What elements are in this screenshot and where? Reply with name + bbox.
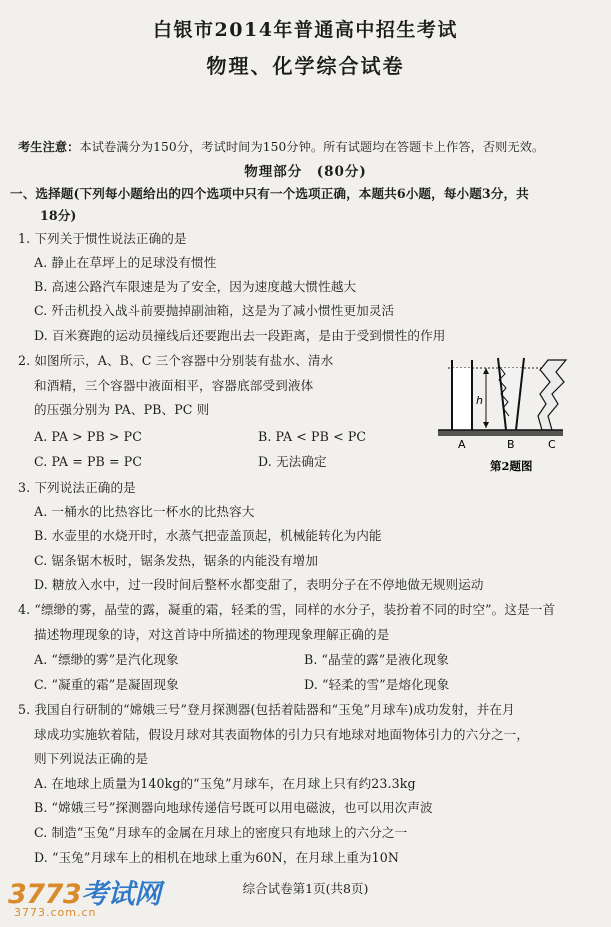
question-5-stem-line3: 则下列说法正确的是 (34, 751, 149, 766)
figure-label-c: C (548, 438, 556, 451)
question-5-stem-line2: 球成功实施软着陆，假设月球对其表面物体的引力只有地球对地面物体引力的六分之一， (34, 727, 530, 742)
question-3-option-b: B. 水壶里的水烧开时，水蒸气把壶盖顶起，机械能转化为内能 (34, 528, 382, 543)
question-5-option-b: B. “嫦娥三号”探测器向地球传递信号既可以用电磁波，也可以用次声波 (34, 800, 433, 815)
question-1-option-d: D. 百米赛跑的运动员撞线后还要跑出去一段距离，是由于受到惯性的作用 (34, 328, 446, 343)
question-2-option-a: A. PA > PB > PC (34, 429, 142, 444)
question-4-stem-line1: 4. “缥缈的雾，晶莹的露，凝重的霜，轻柔的雪，同样的水分子，装扮着不同的时空”。这是一首 (18, 602, 556, 617)
question-2-option-d: D. 无法确定 (258, 454, 327, 469)
question-5-option-d: D. “玉兔”月球车上的相机在地球上重为60N，在月球上重为10N (34, 850, 399, 865)
figure-label-h: h (476, 394, 483, 407)
exam-title: 白银市2014年普通高中招生考试 (153, 19, 458, 41)
question-3-option-a: A. 一桶水的比热容比一杯水的比热容大 (34, 504, 255, 519)
question-3-option-c: C. 锯条锯木板时，锯条发热，锯条的内能没有增加 (34, 553, 319, 568)
exam-subtitle: 物理、化学综合试卷 (206, 54, 405, 78)
question-4-stem-line2: 描述物理现象的诗，对这首诗中所描述的物理现象理解正确的是 (34, 627, 390, 642)
question-4-option-a: A. “缥缈的雾”是汽化现象 (34, 652, 179, 667)
section-instructions-line1: 一、选择题(下列每小题给出的四个选项中只有一个选项正确，本题共6小题，每小题3分，共 (10, 186, 529, 201)
question-4-option-d: D. “轻柔的雪”是熔化现象 (304, 677, 450, 692)
question-2-option-b: B. PA < PB < PC (258, 429, 367, 444)
candidate-notice (18, 139, 544, 155)
question-2-option-c: C. PA = PB = PC (34, 454, 143, 469)
question-2-stem-line2: 和酒精，三个容器中液面相平，容器底部受到液体 (34, 378, 314, 393)
question-1-stem: 1. 下列关于惯性说法正确的是 (18, 231, 187, 246)
question-1-option-b: B. 高速公路汽车限速是为了安全，因为速度越大惯性越大 (34, 279, 357, 294)
watermark-logo-cn: 考试网 (81, 879, 161, 910)
question-4-option-b: B. “晶莹的露”是液化现象 (304, 652, 449, 667)
notice-label: 考生注意： (18, 140, 80, 154)
section-title: 物理部分 (80分) (244, 164, 367, 180)
figure-label-a: A (458, 438, 466, 451)
question-2-figure (428, 350, 578, 475)
page-footer: 综合试卷第1页(共8页) (242, 881, 369, 896)
question-3-stem: 3. 下列说法正确的是 (18, 480, 136, 495)
question-1-option-c: C. 歼击机投入战斗前要抛掉副油箱，这是为了减小惯性更加灵活 (34, 303, 395, 318)
question-1-option-a: A. 静止在草坪上的足球没有惯性 (34, 255, 217, 270)
question-5-option-c: C. 制造“玉兔”月球车的金属在月球上的密度只有地球上的六分之一 (34, 825, 408, 840)
section-instructions-line2: 18分) (40, 208, 77, 223)
question-3-option-d: D. 糖放入水中，过一段时间后整杯水都变甜了，表明分子在不停地做无规则运动 (34, 577, 484, 592)
watermark-logo-num: 3773 (8, 879, 82, 910)
watermark-url: 3773.com.cn (14, 906, 97, 919)
question-2-stem-line3: 的压强分别为 PA、PB、PC 则 (34, 402, 210, 417)
question-5-stem-line1: 5. 我国自行研制的“嫦娥三号”登月探测器(包括着陆器和“玉兔”月球车)成功发射，并在月 (18, 702, 515, 717)
question-4-option-c: C. “凝重的霜”是凝固现象 (34, 677, 179, 692)
question-2-stem-line1: 2. 如图所示，A、B、C 三个容器中分别装有盐水、清水 (18, 353, 334, 368)
figure-caption: 第2题图 (490, 459, 533, 473)
figure-label-b: B (507, 438, 515, 451)
question-5-option-a: A. 在地球上质量为140kg的“玉兔”月球车，在月球上只有约23.3kg (34, 776, 416, 791)
notice-text: 本试卷满分为150分，考试时间为150分钟。所有试题均在答题卡上作答，否则无效。 (79, 140, 545, 154)
